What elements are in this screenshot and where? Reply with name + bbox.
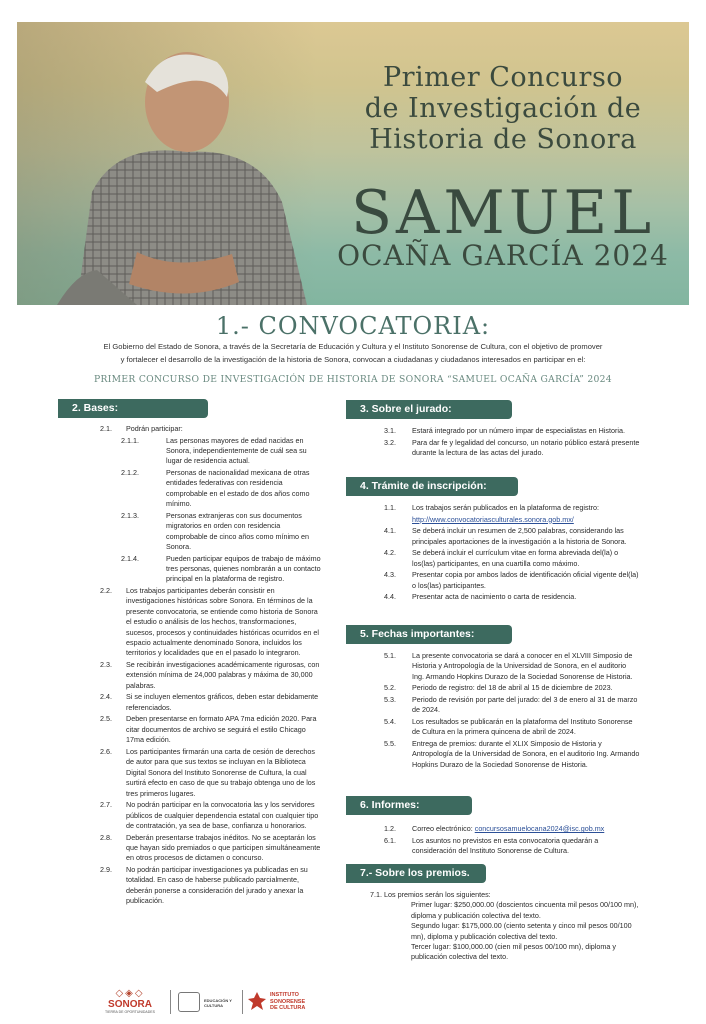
- bases-item-text: Podrán participar:: [126, 424, 183, 433]
- bases-item-text: Pueden participar equipos de trabajo de máximo tres personas, quienes nombrarán a un contacto principal en la plataforma de registro.: [166, 553, 321, 584]
- informes-item: [384, 836, 640, 857]
- bases-item-text: No podrán participar en la convocatoria las y los servidores públicos de cualquier dependencia estatal con cualquier tipo de contratación, ya sea de base, confianza u honorarios.: [126, 800, 319, 830]
- bases-item: [100, 468, 322, 510]
- sec-logo-text: EDUCACIÓN Y CULTURA: [204, 998, 232, 1008]
- bases-item-number: 2.3.: [100, 660, 112, 670]
- bases-item-number: 2.2.: [100, 586, 112, 596]
- tramite-item: [384, 570, 640, 591]
- intro-text: [40, 340, 666, 366]
- tramite-item: [384, 503, 640, 513]
- bases-item-text: Se recibirán investigaciones académicamente rigurosas, con extensión mínima de 24,000 palabras y máxima de 30,000 palabras.: [126, 660, 320, 690]
- tramite-item-text: Se deberá incluir el currículum vitae en forma abreviada del(la) o los(las) participantes, en una cuartilla como máximo.: [412, 548, 619, 568]
- bases-item-text: No podrán participar investigaciones ya publicadas en su totalidad. En caso de haberse publicado parcialmente, deberán ponerse a consideración del jurado y anexar la publicación.: [126, 864, 308, 906]
- convocatoria-heading: 1.- CONVOCATORIA:: [215, 312, 491, 340]
- premios-items: [370, 900, 640, 962]
- fechas-item-number: 5.5.: [384, 739, 396, 748]
- isc-logo-mark: [248, 992, 266, 1012]
- bases-item-number: 2.1.1.: [121, 435, 139, 445]
- bases-item-number: 2.8.: [100, 832, 112, 842]
- fechas-item-number: 5.2.: [384, 683, 396, 693]
- tramite-item-text[interactable]: http://www.convocatoriasculturales.sonora.gob.mx/: [412, 514, 574, 524]
- informes-item: [384, 824, 640, 834]
- footer-logos: [100, 988, 360, 1018]
- section-header-premios: 7.- Sobre los premios.: [346, 864, 486, 883]
- sonora-ornament: ◇◈◇: [115, 988, 145, 999]
- hero-line-2: de Investigación de: [364, 93, 642, 124]
- bases-item-text: Personas de nacionalidad mexicana de otras entidades federativas con residencia comprobable en el estado de dos años como mínimo.: [166, 468, 310, 509]
- bases-item-number: 2.5.: [100, 714, 112, 724]
- section-header-informes: 6. Informes:: [346, 796, 472, 815]
- fechas-item-text: Entrega de premios: durante el XLIX Simposio de Historia y Antropología de la Universidad de Sonora, en el auditorio Ing. Armando Hopkins Durazo de la Sociedad Sonorense de Historia.: [412, 739, 640, 769]
- bases-item-text: Deben presentarse en formato APA 7ma edición 2020. Para citar documentos de archivo se seguirá el estilo Chicago 17ma edición.: [126, 714, 317, 745]
- logo-divider-2: [242, 990, 243, 1014]
- intro-line-2: y fortalecer el desarrollo de la investigación de la historia de Sonora, convocan a ciudadanas y ciudadanos interesados en participar en el:: [120, 355, 586, 364]
- sonora-logo: [100, 988, 160, 1014]
- tramite-item-number: 4.3.: [384, 570, 396, 580]
- fechas-item: [384, 717, 640, 738]
- section-header-tramite: 4. Trámite de inscripción:: [346, 477, 518, 496]
- hero-title: [317, 62, 689, 155]
- hero-line-1: Primer Concurso: [382, 62, 624, 93]
- jurado-item-number: 3.1.: [384, 426, 396, 435]
- isc-logo-line-3: DE CULTURA: [270, 1005, 306, 1011]
- informes-item-text: Correo electrónico: concursosamuelocana2024@isc.gob.mx: [412, 824, 605, 833]
- fechas-list: [384, 651, 640, 771]
- bases-item-text: Los participantes firmarán una carta de cesión de derechos de autor para que sus textos se incluyan en la Biblioteca Digital Sonora del Instituto Sonorense de Cultura, la cual surtirá efecto en caso de que su trabajo obtenga uno de los tres primeros lugares.: [126, 746, 316, 798]
- premio-item: Primer lugar: $250,000.00 (doscientos cincuenta mil pesos 00/100 mn), diploma y publicación colectiva del texto.: [411, 900, 639, 920]
- tramite-item-number: 1.1.: [384, 503, 396, 512]
- tramite-item-text: Se deberá incluir un resumen de 2,500 palabras, considerando las principales aportaciones de la investigación a la historia de Sonora.: [412, 526, 627, 546]
- sonora-logo-sub: TIERRA DE OPORTUNIDADES: [105, 1010, 155, 1014]
- bases-item: [100, 436, 322, 467]
- informes-item-number: 6.1.: [384, 835, 396, 845]
- bases-list: [100, 424, 322, 908]
- jurado-item: [384, 426, 640, 436]
- premios-lead: 7.1. Los premios serán los siguientes:: [370, 890, 491, 899]
- bases-item: [100, 424, 322, 434]
- portrait-illustration: [17, 22, 317, 305]
- bases-item: [100, 511, 322, 553]
- bases-item-number: 2.1.4.: [121, 553, 139, 563]
- premio-item: Segundo lugar: $175,000.00 (ciento setenta y cinco mil pesos 00/100 mn), diploma y publicación colectiva del texto.: [411, 921, 632, 941]
- bases-item-text: Deberán presentarse trabajos inéditos. No se aceptarán los que hayan sido premiados o que participen simultáneamente en otros procesos de dictamen o concurso.: [126, 832, 321, 863]
- bases-item: [100, 800, 322, 831]
- fechas-item: [384, 695, 640, 716]
- informes-item-number: 1.2.: [384, 824, 396, 833]
- fechas-item-text: Los resultados se publicarán en la plataforma del Instituto Sonorense de Cultura en la primera quincena de abril de 2024.: [412, 717, 633, 737]
- bases-item: [100, 714, 322, 745]
- bases-item: [100, 660, 322, 691]
- informes-item-text: Los asuntos no previstos en esta convocatoria quedarán a consideración del Instituto Sonorense de Cultura.: [412, 835, 599, 855]
- bases-item: [100, 692, 322, 713]
- hero-name: SAMUEL: [350, 178, 656, 248]
- bases-item-text: Personas extranjeras con sus documentos migratorios en orden con residencia comprobable de cinco años como mínimo en Sonora.: [166, 510, 310, 552]
- contest-subtitle: PRIMER CONCURSO DE INVESTIGACIÓN DE HISTORIA DE SONORA “SAMUEL OCAÑA GARCÍA” 2024: [94, 374, 612, 385]
- tramite-item: [384, 548, 640, 569]
- bases-item: [100, 747, 322, 799]
- fechas-item: [384, 683, 640, 693]
- jurado-item-text: Para dar fe y legalidad del concurso, un notario público estará presente durante la lectura de las actas del jurado.: [412, 437, 640, 458]
- bases-item-number: 2.9.: [100, 864, 112, 874]
- tramite-item: [384, 515, 640, 525]
- bases-item: [100, 865, 322, 907]
- fechas-item: [384, 739, 640, 770]
- bases-item: [100, 554, 322, 585]
- sonora-logo-text: SONORA: [108, 999, 152, 1010]
- isc-logo-line-1: INSTITUTO: [270, 992, 299, 998]
- state-seal-logo: [178, 992, 200, 1012]
- bases-item-text: Si se incluyen elementos gráficos, deben estar debidamente referenciados.: [126, 692, 319, 712]
- email-link[interactable]: concursosamuelocana2024@isc.gob.mx: [474, 824, 605, 833]
- bases-item-number: 2.7.: [100, 800, 112, 810]
- intro-line-1: El Gobierno del Estado de Sonora, a través de la Secretaría de Educación y Cultura y el Instituto Sonorense de Cultura, con el objetivo de promover: [103, 342, 603, 351]
- isc-logo-line-2: SONORENSE: [270, 998, 306, 1005]
- logo-divider: [170, 990, 171, 1014]
- jurado-list: [384, 426, 640, 460]
- tramite-item-number: 4.4.: [384, 592, 396, 602]
- fechas-item-number: 5.4.: [384, 717, 396, 726]
- premio-item: Tercer lugar: $100,000.00 (cien mil pesos 00/100 mn), diploma y publicación colectiva del texto.: [411, 942, 616, 962]
- hero-surname: OCAÑA GARCÍA 2024: [337, 239, 669, 272]
- section-header-bases: 2. Bases:: [58, 399, 208, 418]
- tramite-item-text: Presentar copia por ambos lados de identificación oficial vigente del(la) o los(las) participantes.: [412, 570, 639, 590]
- jurado-item-text: Estará integrado por un número impar de especialistas en Historia.: [412, 426, 625, 435]
- bases-item-number: 2.1.3.: [121, 510, 139, 520]
- fechas-item-number: 5.1.: [384, 651, 396, 660]
- bases-item: [100, 833, 322, 864]
- jurado-item: [384, 438, 640, 459]
- tramite-item: [384, 526, 640, 547]
- informes-list: [384, 824, 640, 858]
- jurado-item-number: 3.2.: [384, 437, 396, 447]
- tramite-item: [384, 592, 640, 602]
- bases-item-number: 2.1.2.: [121, 468, 139, 477]
- bases-item: [100, 586, 322, 659]
- isc-logo-text: [270, 992, 330, 1012]
- fechas-item-number: 5.3.: [384, 695, 396, 704]
- fechas-item-text: Periodo de registro: del 18 de abril al 15 de diciembre de 2023.: [412, 683, 613, 693]
- tramite-item-number: 4.2.: [384, 548, 396, 558]
- isc-flower-icon: [248, 992, 266, 1012]
- fechas-item: [384, 651, 640, 682]
- bases-item-number: 2.1.: [100, 424, 112, 433]
- tramite-item-number: 4.1.: [384, 526, 396, 536]
- bases-item-number: 2.6.: [100, 746, 112, 756]
- hero-line-3: Historia de Sonora: [369, 124, 637, 155]
- section-header-jurado: 3. Sobre el jurado:: [346, 400, 512, 419]
- bases-item-text: Las personas mayores de edad nacidas en Sonora, independientemente de cuál sea su lugar de residencia actual.: [166, 435, 307, 466]
- tramite-item-text: Los trabajos serán publicados en la plataforma de registro:: [412, 503, 599, 512]
- tramite-item-text: Presentar acta de nacimiento o carta de residencia.: [412, 592, 577, 602]
- bases-item-number: 2.4.: [100, 692, 112, 702]
- tramite-list: [384, 503, 640, 604]
- fechas-item-text: Periodo de revisión por parte del jurado: del 3 de enero al 31 de marzo de 2024.: [412, 695, 638, 715]
- fechas-item-text: La presente convocatoria se dará a conocer en el XLVIII Simposio de Historia y Antropología de la Universidad de Sonora, en el auditorio Ing. Armando Hopkins Durazo de la Sociedad Sonorense de Historia.: [412, 651, 633, 681]
- bases-item-text: Los trabajos participantes deberán consistir en investigaciones históricas sobre Sonora. En términos de la presente convocatoria, se entiende como historia de Sonora el estudio o análisis de los hechos, transformaciones, sucesos, procesos y continuidades históricas ocurridos en el espacio actualmente denominado Sonora, incluidos los territorios y localidades que en el pasado lo integraron.: [126, 586, 319, 658]
- section-header-fechas: 5. Fechas importantes:: [346, 625, 512, 644]
- hero-banner: [17, 22, 689, 305]
- premios-list: [370, 890, 640, 963]
